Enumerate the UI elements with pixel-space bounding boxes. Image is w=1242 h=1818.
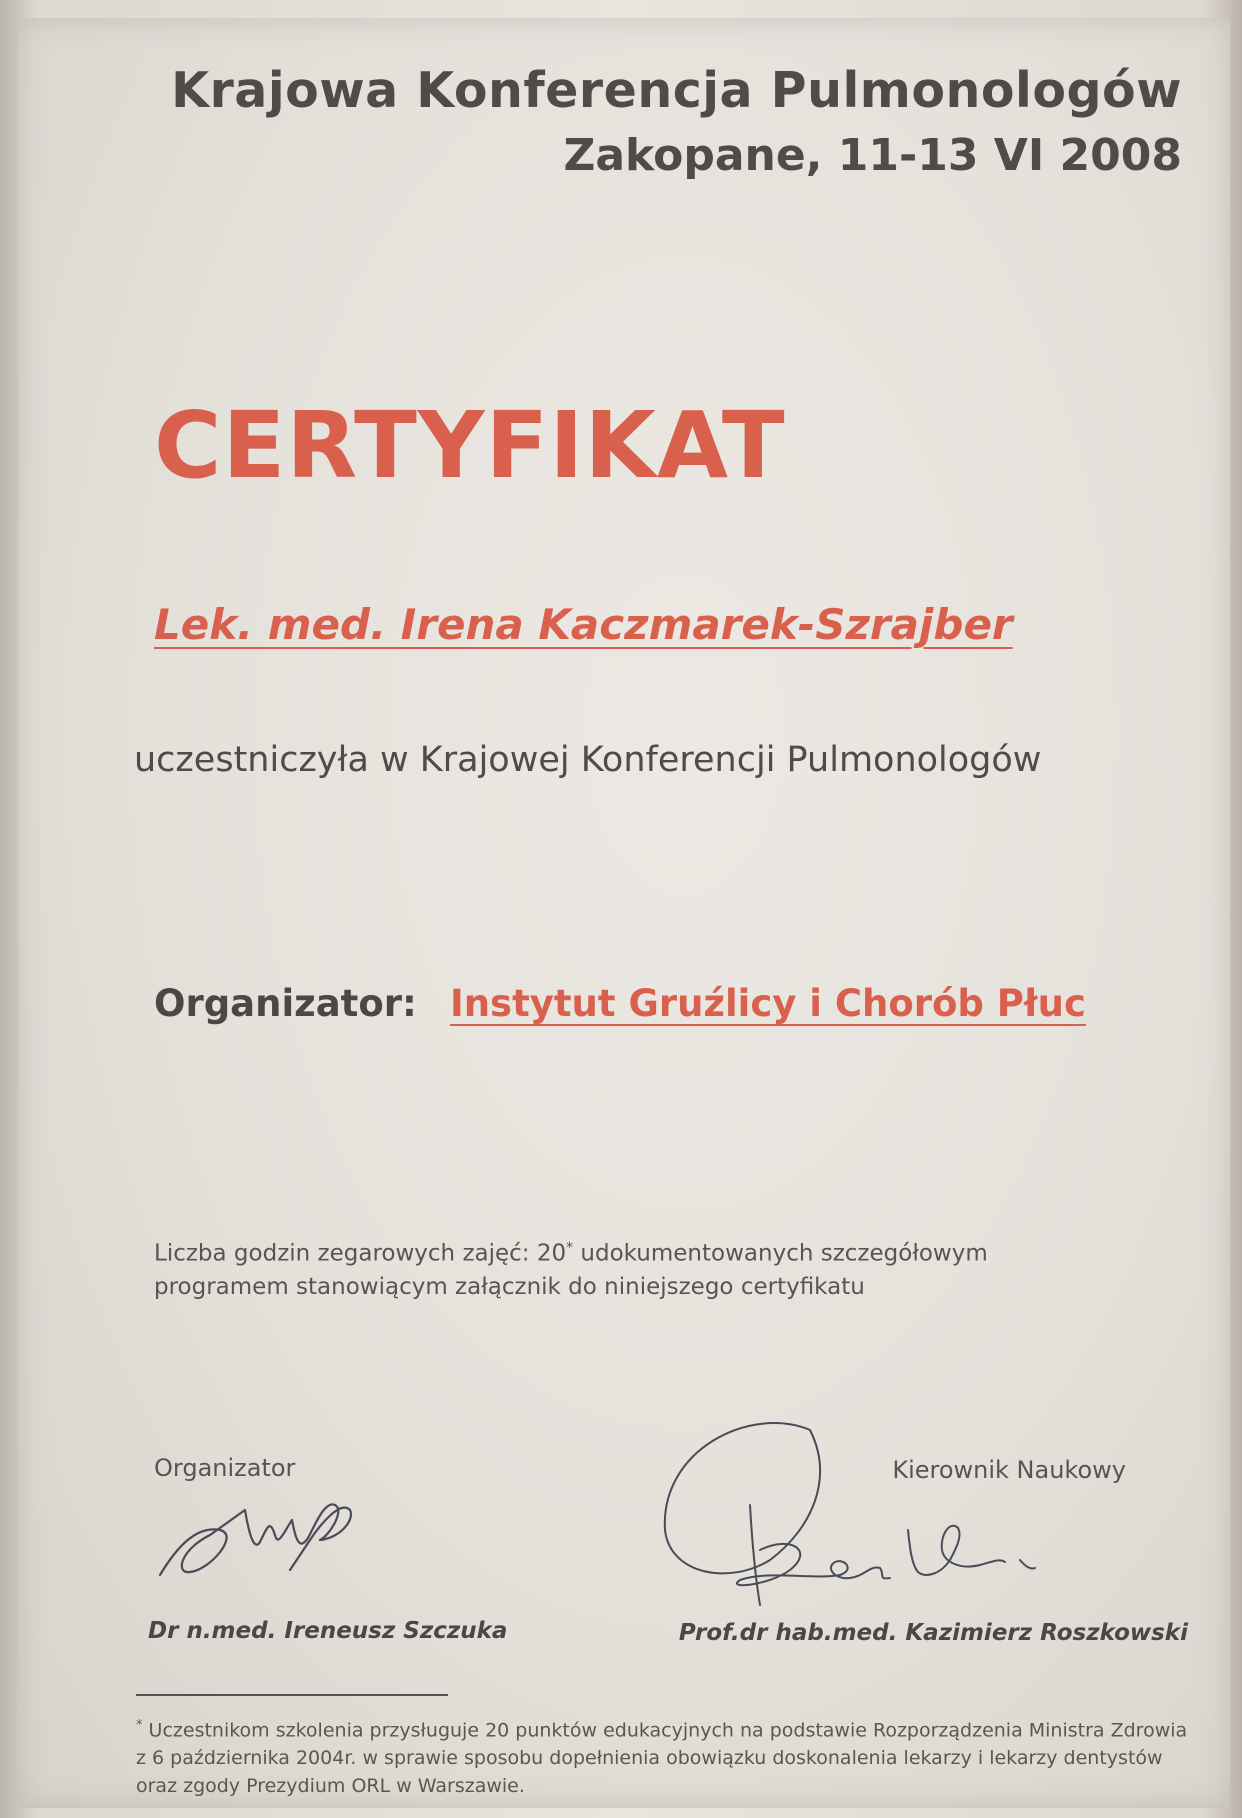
certificate-title: CERTYFIKAT xyxy=(154,392,786,499)
hours-statement xyxy=(154,1232,1114,1304)
footnote-mark: * xyxy=(136,1718,143,1733)
hours-text-end: udokumentowanych szczegółowym programem stanowiącym załącznik do niniejszego certyfikatu xyxy=(154,1240,988,1300)
scientific-head-signature xyxy=(640,1410,1060,1630)
organizer-row xyxy=(154,982,1086,1025)
footnote-divider xyxy=(136,1694,448,1696)
footnote-text: Uczestnikom szkolenia przysługuje 20 punktów edukacyjnych na podstawie Rozporządzenia Ministra Zdrowia z 6 października 2004r. w sprawie sposobu dopełnienia obowiązku doskonalenia lekarzy i lekarzy dentystów oraz zgody Prezydium ORL w Warszawie. xyxy=(136,1719,1188,1798)
organizer-signatory-name: Dr n.med. Ireneusz Szczuka xyxy=(148,1618,508,1644)
scientific-head-signature-label: Kierownik Naukowy xyxy=(892,1456,1126,1484)
organizer-signature xyxy=(150,1480,370,1590)
scientific-head-signatory-name: Prof.dr hab.med. Kazimierz Roszkowski xyxy=(678,1620,1188,1646)
participation-statement: uczestniczyła w Krajowej Konferencji Pulmonologów xyxy=(134,740,1042,780)
conference-place-date: Zakopane, 11-13 VI 2008 xyxy=(563,130,1182,181)
hours-footnote-mark: * xyxy=(566,1240,574,1256)
recipient-name: Lek. med. Irena Kaczmarek-Szrajber xyxy=(154,600,1013,649)
organizer-value: Instytut Gruźlicy i Chorób Płuc xyxy=(449,982,1086,1025)
conference-title: Krajowa Konferencja Pulmonologów xyxy=(171,62,1182,119)
organizer-label: Organizator: xyxy=(154,982,417,1025)
footnote xyxy=(136,1712,1196,1800)
organizer-signature-label: Organizator xyxy=(154,1454,296,1482)
hours-text-start: Liczba godzin zegarowych zajęć: 20 xyxy=(154,1240,567,1267)
